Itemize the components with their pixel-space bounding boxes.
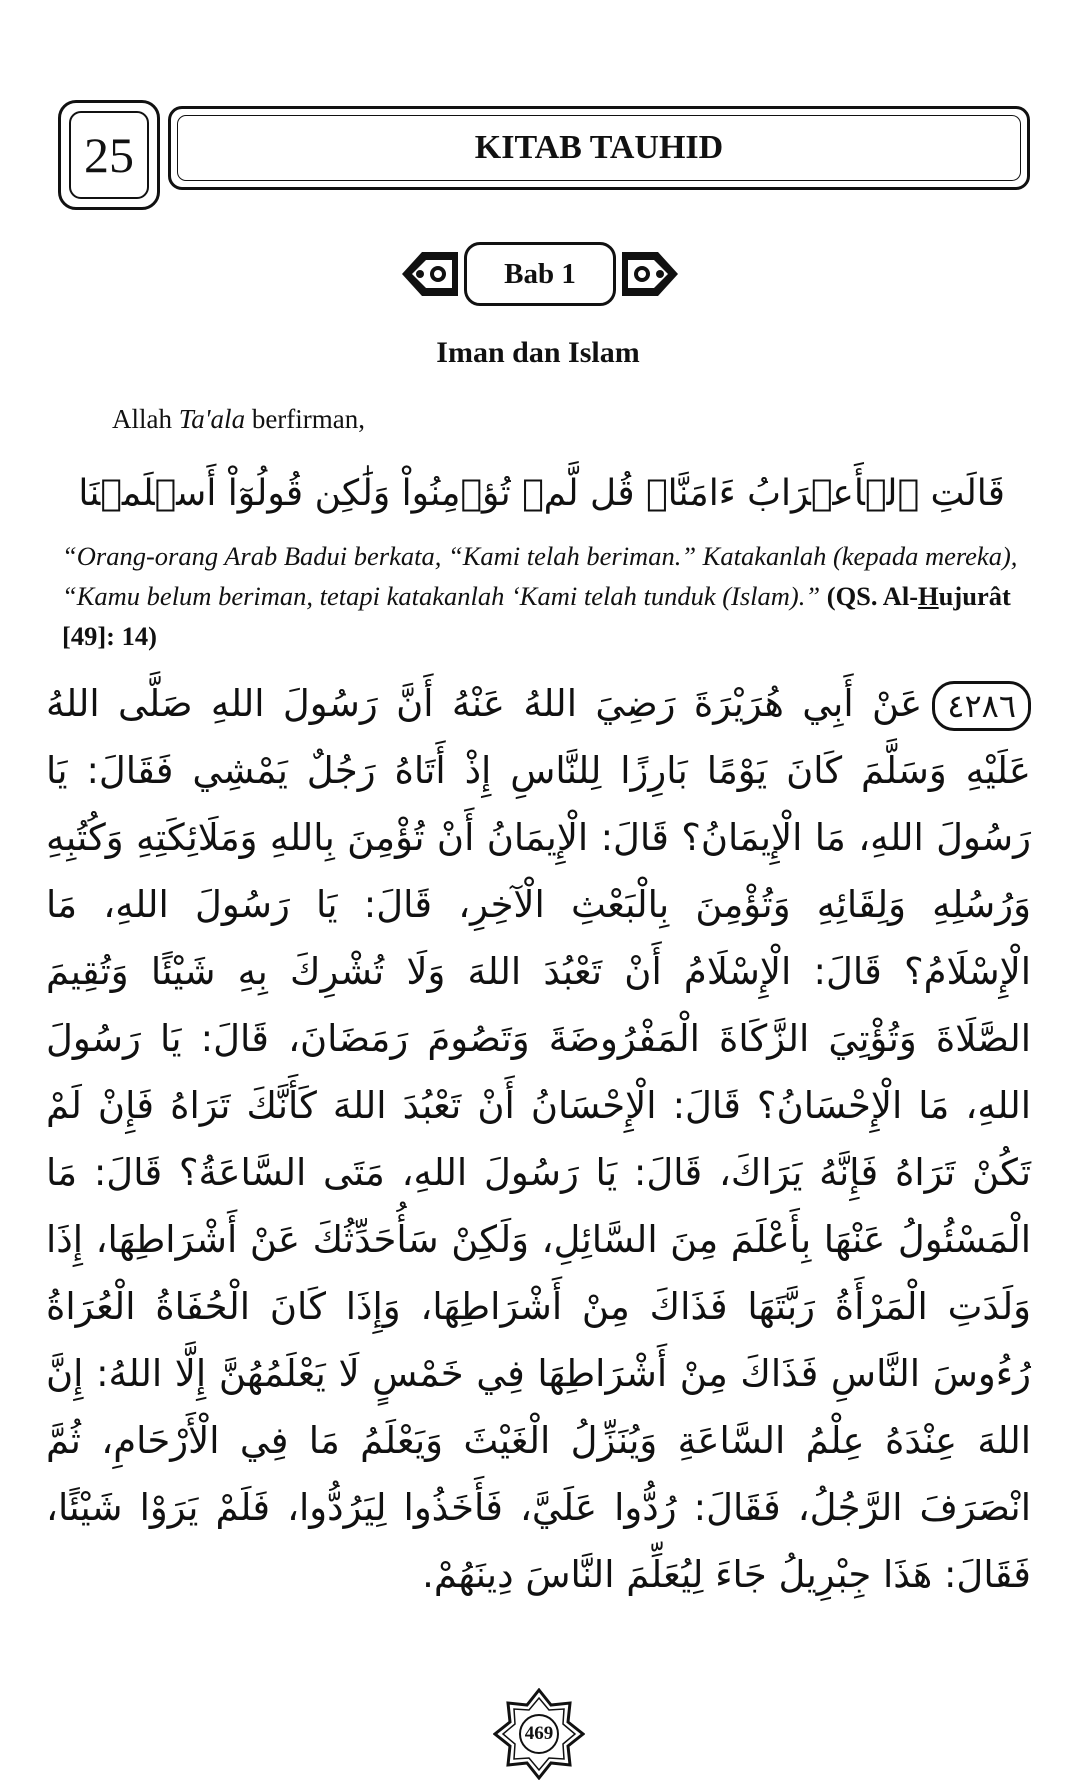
page-number: 469: [524, 1723, 554, 1744]
chapter-number-box: [58, 100, 160, 210]
quran-verse-arabic: قَالَتِ ٱلۡأَعۡرَابُ ءَامَنَّاۖ قُل لَّمۡ تُؤۡمِنُواْ وَلَٰكِن قُولُوٓاْ أَسۡلَمۡنَا: [78, 473, 1005, 514]
intro-suffix: berfirman,: [245, 404, 366, 434]
verse-translation: [62, 536, 1037, 656]
page-number-ornament: [493, 1688, 585, 1780]
ornament-left-icon: [400, 238, 460, 310]
intro-prefix: Allah: [112, 404, 179, 434]
running-header: [168, 106, 1030, 190]
intro-line: [112, 404, 365, 435]
ref-suffix: ujurât [49]: 14): [62, 581, 1011, 651]
ornament-right-icon: [620, 238, 680, 310]
chapter-badge: [400, 232, 680, 316]
ref-underlined: H: [918, 581, 939, 611]
hadith-number: ٤٢٨٦: [932, 681, 1031, 731]
hadith-text-block: [46, 670, 1031, 1608]
hadith-text: عَنْ أَبِي هُرَيْرَةَ رَضِيَ اللهُ عَنْهُ أَنَّ رَسُولَ اللهِ صَلَّى اللهُ عَلَيْهِ وَسَلَّمَ كَانَ يَوْمًا بَارِزًا لِلنَّاسِ إِذْ أَتَاهُ رَجُلٌ يَمْشِي فَقَالَ: يَا رَسُولَ اللهِ، مَا الْإِيمَانُ؟ قَالَ: الْإِيمَانُ أَنْ تُؤْمِنَ بِاللهِ وَمَلَائِكَتِهِ وَكُتُبِهِ وَرُسُلِهِ وَلِقَائِهِ وَتُؤْمِنَ بِالْبَعْثِ الْآخِرِ، قَالَ: يَا رَسُولَ اللهِ، مَا الْإِسْلَامُ؟ قَالَ: الْإِسْلَامُ أَنْ تَعْبُدَ اللهَ وَلَا تُشْرِكَ بِهِ شَيْئًا وَتُقِيمَ الصَّلَاةَ وَتُؤْتِيَ الزَّكَاةَ الْمَفْرُوضَةَ وَتَصُومَ رَمَضَانَ، قَالَ: يَا رَسُولَ اللهِ، مَا الْإِحْسَانُ؟ قَالَ: الْإِحْسَانُ أَنْ تَعْبُدَ اللهَ كَأَنَّكَ تَرَاهُ فَإِنْ لَمْ تَكُنْ تَرَاهُ فَإِنَّهُ يَرَاكَ، قَالَ: يَا رَسُولَ اللهِ، مَتَى السَّاعَةُ؟ قَالَ: مَا الْمَسْئُولُ عَنْهَا بِأَعْلَمَ مِنَ السَّائِلِ، وَلَكِنْ سَأُحَدِّثُكَ عَنْ أَشْرَاطِهَا، إِذَا وَلَدَتِ الْمَرْأَةُ رَبَّتَهَا فَذَاكَ مِنْ أَشْرَاطِهَا، وَإِذَا كَانَ الْحُفَاةُ الْعُرَاةُ رُءُوسَ النَّاسِ فَذَاكَ مِنْ أَشْرَاطِهَا فِي خَمْسٍ لَا يَعْلَمُهُنَّ إِلَّا اللهُ: إِنَّ اللهَ عِنْدَهُ عِلْمُ السَّاعَةِ وَيُنَزِّلُ الْغَيْثَ وَيَعْلَمُ مَا فِي الْأَرْحَامِ، ثُمَّ انْصَرَفَ الرَّجُلُ، فَقَالَ: رُدُّوا عَلَيَّ، فَأَخَذُوا لِيَرُدُّوا، فَلَمْ يَرَوْا شَيْئًا، فَقَالَ: هَذَا جِبْرِيلُ جَاءَ لِيُعَلِّمَ النَّاسَ دِينَهُمْ.: [46, 682, 1031, 1596]
chapter-title: Iman dan Islam: [436, 336, 640, 369]
book-title: KITAB TAUHID: [177, 115, 1021, 181]
intro-italic: Ta'ala: [178, 404, 246, 434]
chapter-number: 25: [69, 111, 149, 199]
chapter-label: Bab 1: [464, 242, 616, 306]
translation-text: “Orang-orang Arab Badui berkata, “Kami telah beriman.” Katakanlah (kepada mereka), “Kamu belum beriman, tetapi katakanlah ‘Kami telah tunduk (Islam).”: [62, 541, 1018, 611]
ref-prefix: (QS. Al-: [826, 581, 919, 611]
